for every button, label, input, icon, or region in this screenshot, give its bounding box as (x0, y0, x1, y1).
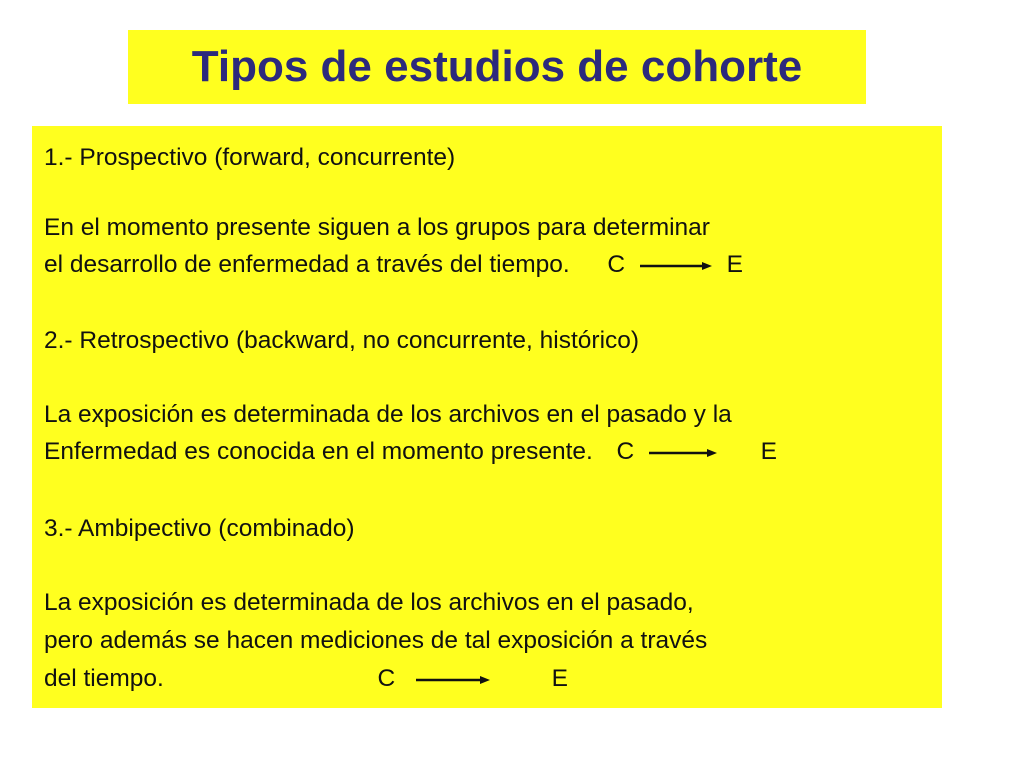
section-1-line-1: En el momento presente siguen a los grupos para determinar (44, 214, 710, 241)
section-1-line-2-text: el desarrollo de enfermedad a través del tiempo. (44, 251, 570, 278)
section-1-effect-label: E (726, 251, 743, 278)
section-1-line-2 (44, 253, 743, 278)
section-2-effect-label: E (760, 438, 777, 465)
section-3-line-3 (44, 667, 568, 692)
section-2-cohort-label: C (616, 438, 635, 465)
section-2-line-1: La exposición es determinada de los archivos en el pasado y la (44, 401, 732, 428)
section-1-heading: 1.- Prospectivo (forward, concurrente) (44, 144, 456, 171)
section-2-arrow-icon (649, 446, 717, 460)
section-2-line-2 (44, 440, 777, 465)
section-3-line-2: pero además se hacen mediciones de tal exposición a través (44, 627, 708, 654)
section-1-arrow-icon (640, 259, 712, 273)
slide-title: Tipos de estudios de cohorte (191, 42, 803, 91)
section-3-cohort-label: C (377, 665, 396, 692)
section-3-effect-label: E (551, 665, 568, 692)
section-3-line-3-text: del tiempo. (44, 665, 164, 692)
section-3-heading: 3.- Ambipectivo (combinado) (44, 515, 355, 542)
section-2-line-2-text: Enfermedad es conocida en el momento presente. (44, 438, 593, 465)
section-3-arrow-icon (416, 673, 490, 687)
section-2-heading: 2.- Retrospectivo (backward, no concurrente, histórico) (44, 327, 640, 354)
section-3-line-1: La exposición es determinada de los archivos en el pasado, (44, 589, 694, 616)
section-1-cohort-label: C (607, 251, 626, 278)
content-box (32, 126, 942, 708)
title-box (128, 30, 866, 104)
